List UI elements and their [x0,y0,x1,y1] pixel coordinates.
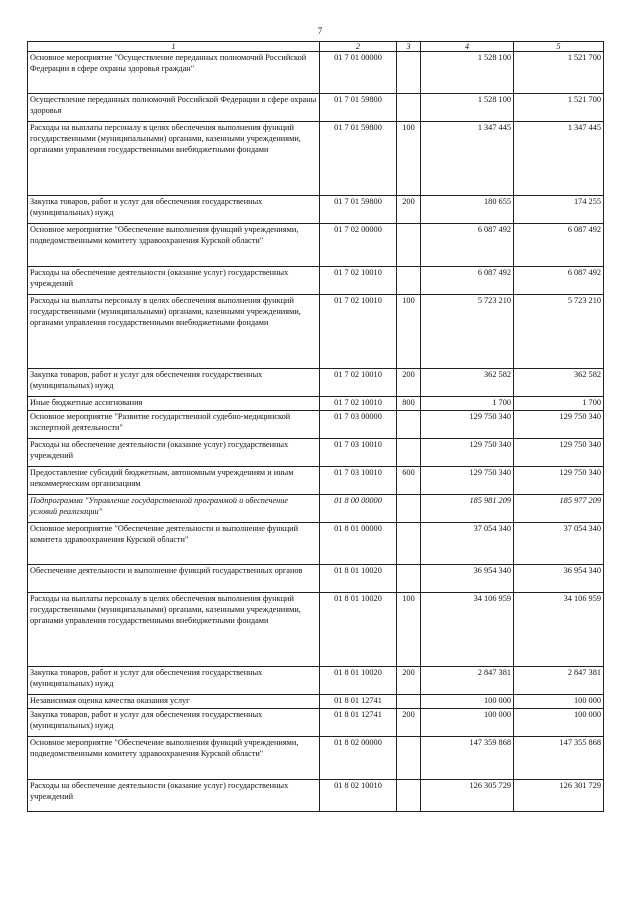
row-expense-type [397,411,421,439]
row-amount-2: 126 301 729 [514,780,604,812]
table-row [28,667,604,695]
row-expense-type: 100 [397,122,421,196]
row-code: 01 7 03 00000 [320,411,397,439]
row-amount-1: 34 106 959 [421,593,514,667]
row-amount-1: 147 359 868 [421,737,514,780]
row-name: Расходы на обеспечение деятельности (оказание услуг) государственных учреждений [28,780,320,812]
row-amount-1: 1 347 445 [421,122,514,196]
row-amount-1: 6 087 492 [421,224,514,267]
row-expense-type [397,495,421,523]
row-code: 01 8 02 00000 [320,737,397,780]
table-row [28,439,604,467]
table-row [28,495,604,523]
row-amount-1: 126 305 729 [421,780,514,812]
row-code: 01 8 01 00000 [320,523,397,565]
row-amount-1: 1 528 100 [421,52,514,94]
row-name: Закупка товаров, работ и услуг для обеспечения государственных (муниципальных) нужд [28,196,320,224]
row-name: Закупка товаров, работ и услуг для обеспечения государственных (муниципальных) нужд [28,709,320,737]
row-expense-type [397,439,421,467]
row-amount-1: 129 750 340 [421,411,514,439]
row-code: 01 7 01 59800 [320,196,397,224]
row-amount-1: 100 000 [421,709,514,737]
row-name: Основное мероприятие "Обеспечение деятельности и выполнение функций комитета здравоохранения Курской области" [28,523,320,565]
row-amount-2: 5 723 210 [514,295,604,369]
row-amount-2: 1 521 700 [514,52,604,94]
row-expense-type: 800 [397,397,421,411]
row-expense-type: 200 [397,196,421,224]
row-amount-2: 1 700 [514,397,604,411]
table-row [28,397,604,411]
row-code: 01 7 02 10010 [320,267,397,295]
row-name: Расходы на обеспечение деятельности (оказание услуг) государственных учреждений [28,439,320,467]
row-expense-type: 100 [397,295,421,369]
row-code: 01 7 01 00000 [320,52,397,94]
table-row [28,565,604,593]
row-expense-type [397,695,421,709]
row-amount-2: 37 054 340 [514,523,604,565]
row-amount-1: 100 000 [421,695,514,709]
row-amount-2: 129 750 340 [514,411,604,439]
row-expense-type: 200 [397,709,421,737]
row-amount-2: 1 347 445 [514,122,604,196]
table-row [28,411,604,439]
table-row [28,122,604,196]
table-row [28,780,604,812]
row-amount-2: 147 355 868 [514,737,604,780]
row-code: 01 7 01 59800 [320,94,397,122]
row-amount-1: 6 087 492 [421,267,514,295]
budget-table [27,41,604,812]
row-name: Расходы на обеспечение деятельности (оказание услуг) государственных учреждений [28,267,320,295]
table-row [28,267,604,295]
row-amount-1: 129 750 340 [421,439,514,467]
row-expense-type [397,224,421,267]
row-name: Независимая оценка качества оказания услуг [28,695,320,709]
row-name: Основное мероприятие "Обеспечение выполнения функций учреждениями, подведомственными комитету здравоохранения Курской области" [28,224,320,267]
table-row [28,94,604,122]
row-code: 01 8 02 10010 [320,780,397,812]
row-amount-2: 34 106 959 [514,593,604,667]
row-amount-1: 1 700 [421,397,514,411]
row-expense-type [397,737,421,780]
table-row [28,523,604,565]
row-code: 01 7 02 10010 [320,369,397,397]
table-row [28,695,604,709]
header-col-3: 3 [397,42,421,52]
row-amount-2: 6 087 492 [514,224,604,267]
row-code: 01 8 00 00000 [320,495,397,523]
row-amount-2: 185 977 209 [514,495,604,523]
row-amount-1: 129 750 340 [421,467,514,495]
row-amount-1: 2 847 381 [421,667,514,695]
header-col-1: 1 [28,42,320,52]
row-amount-1: 36 954 340 [421,565,514,593]
row-code: 01 7 03 10010 [320,467,397,495]
row-name: Закупка товаров, работ и услуг для обеспечения государственных (муниципальных) нужд [28,369,320,397]
page-number: 7 [317,26,323,36]
row-amount-2: 129 750 340 [514,439,604,467]
header-row [28,42,604,52]
row-name: Основное мероприятие "Осуществление переданных полномочий Российской Федерации в сфере охраны здоровья граждан" [28,52,320,94]
row-expense-type: 600 [397,467,421,495]
row-amount-2: 100 000 [514,695,604,709]
row-code: 01 8 01 10020 [320,593,397,667]
row-expense-type [397,52,421,94]
table-row [28,196,604,224]
row-expense-type [397,267,421,295]
row-code: 01 7 02 10010 [320,295,397,369]
row-code: 01 8 01 12741 [320,695,397,709]
table-row [28,709,604,737]
row-amount-1: 37 054 340 [421,523,514,565]
row-amount-2: 362 582 [514,369,604,397]
row-name: Закупка товаров, работ и услуг для обеспечения государственных (муниципальных) нужд [28,667,320,695]
row-name: Расходы на выплаты персоналу в целях обеспечения выполнения функций государственными (муниципальными) органами, казенными учреждениями, органами управления государственными внебюджетными фондами [28,295,320,369]
table-row [28,224,604,267]
table-row [28,467,604,495]
row-code: 01 8 01 10020 [320,565,397,593]
row-expense-type [397,523,421,565]
row-amount-2: 129 750 340 [514,467,604,495]
row-amount-2: 1 521 700 [514,94,604,122]
row-amount-1: 5 723 210 [421,295,514,369]
row-code: 01 8 01 12741 [320,709,397,737]
row-name: Предоставление субсидий бюджетным, автономным учреждениям и иным некоммерческим организациям [28,467,320,495]
row-name: Расходы на выплаты персоналу в целях обеспечения выполнения функций государственными (муниципальными) органами, казенными учреждениями, органами управления государственными внебюджетными фондами [28,122,320,196]
row-expense-type [397,94,421,122]
row-amount-1: 180 655 [421,196,514,224]
row-name: Иные бюджетные ассигнования [28,397,320,411]
row-amount-2: 2 847 381 [514,667,604,695]
row-name: Подпрограмма "Управление государственной программой и обеспечение условий реализации" [28,495,320,523]
table-row [28,737,604,780]
row-name: Обеспечение деятельности и выполнение функций государственных органов [28,565,320,593]
table-row [28,593,604,667]
row-code: 01 7 02 00000 [320,224,397,267]
row-name: Осуществление переданных полномочий Российской Федерации в сфере охраны здоровья [28,94,320,122]
row-amount-1: 1 528 100 [421,94,514,122]
row-expense-type [397,780,421,812]
header-col-2: 2 [320,42,397,52]
row-expense-type: 200 [397,667,421,695]
row-name: Основное мероприятие "Развитие государственной судебно-медицинской экспертной деятельности" [28,411,320,439]
row-name: Расходы на выплаты персоналу в целях обеспечения выполнения функций государственными (муниципальными) органами, казенными учреждениями, органами управления государственными внебюджетными фондами [28,593,320,667]
row-code: 01 7 02 10010 [320,397,397,411]
row-expense-type: 200 [397,369,421,397]
table-row [28,52,604,94]
header-col-4: 4 [421,42,514,52]
row-amount-2: 174 255 [514,196,604,224]
row-expense-type [397,565,421,593]
table-row [28,369,604,397]
row-amount-1: 362 582 [421,369,514,397]
row-expense-type: 100 [397,593,421,667]
row-code: 01 7 01 59800 [320,122,397,196]
row-name: Основное мероприятие "Обеспечение выполнения функций учреждениями, подведомственными комитету здравоохранения Курской области" [28,737,320,780]
row-code: 01 7 03 10010 [320,439,397,467]
row-code: 01 8 01 10020 [320,667,397,695]
header-col-5: 5 [514,42,604,52]
row-amount-2: 36 954 340 [514,565,604,593]
row-amount-2: 6 087 492 [514,267,604,295]
table-row [28,295,604,369]
row-amount-2: 100 000 [514,709,604,737]
row-amount-1: 185 981 209 [421,495,514,523]
